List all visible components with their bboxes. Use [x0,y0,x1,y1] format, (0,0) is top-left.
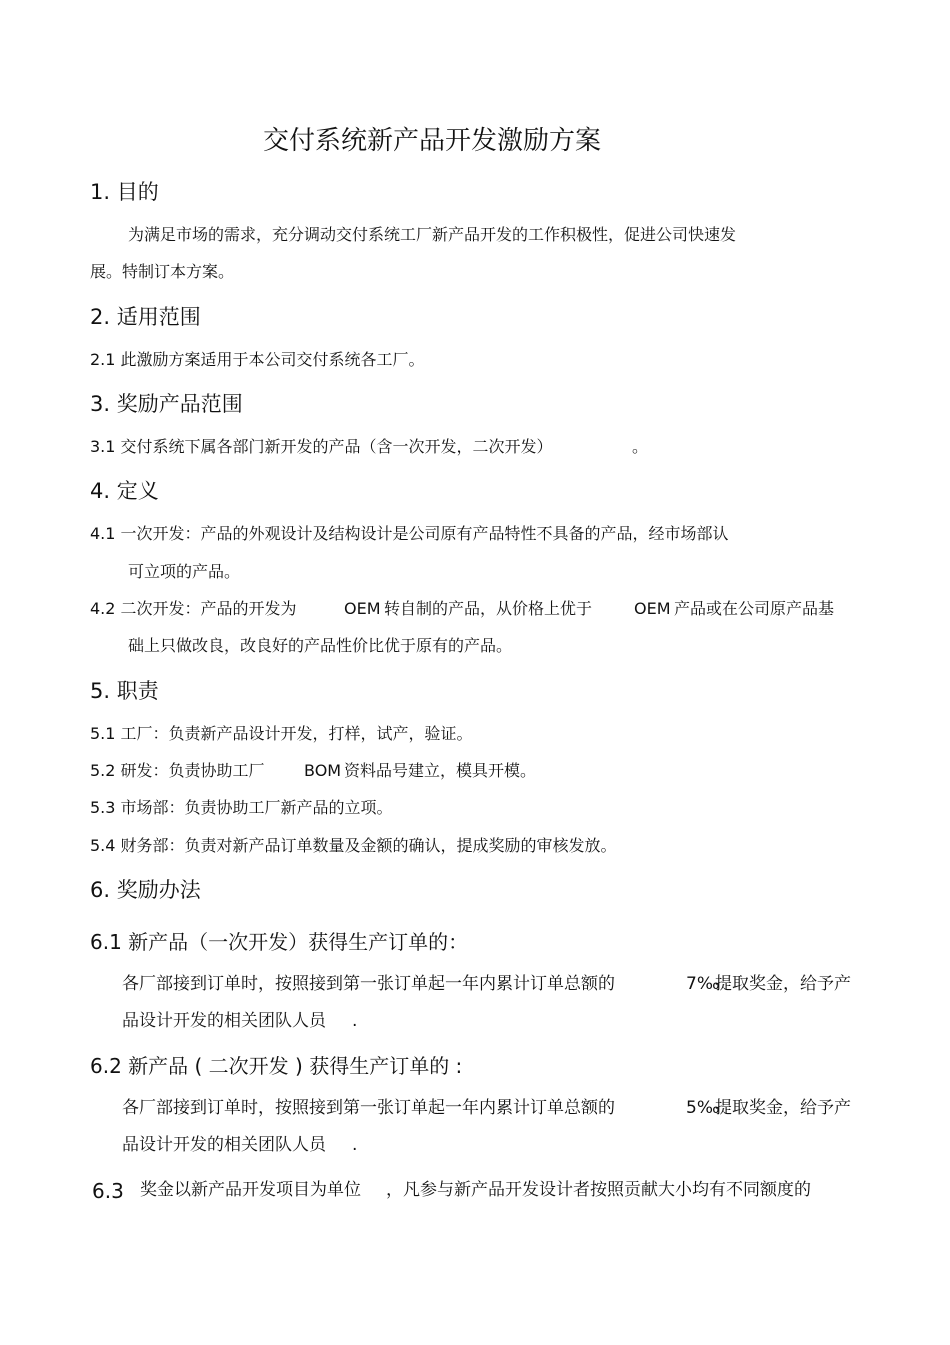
reward-6-2-line1-part1: 各厂部接到订单时，按照接到第一张订单起一年内累计订单总额的 [122,1098,615,1118]
reward-subheading-6-1: 6.1 新产品（一次开发）获得生产订单的： [90,930,469,954]
reward-6-2-line1-part2: 提取奖金，给予产 [715,1098,851,1118]
reward-6-1-rate: 7‰ [686,974,720,994]
reward-scope-item-3-1: 3.1 交付系统下属各部门新开发的产品（含一次开发，二次开发） [90,437,553,456]
reward-6-2-rate: 5‰ [686,1098,720,1118]
definition-item-4-2-oem1: OEM [344,599,381,618]
responsibility-item-5-2-part2: 资料品号建立，模具开模。 [344,761,537,780]
definition-item-4-2-oem2: OEM [634,599,671,618]
responsibility-item-5-1: 5.1 工厂：负责新产品设计开发，打样，试产，验证。 [90,724,473,743]
reward-subheading-6-2: 6.2 新产品 ( 二次开发 ) 获得生产订单的 : [90,1054,463,1078]
definition-item-4-1-line1: 4.1 一次开发：产品的外观设计及结构设计是公司原有产品特性不具备的产品，经市场部认 [90,524,729,543]
definition-item-4-2-part2: 转自制的产品，从价格上优于 [384,599,593,618]
reward-6-1-line1-part1: 各厂部接到订单时，按照接到第一张订单起一年内累计订单总额的 [122,974,615,994]
responsibility-item-5-4: 5.4 财务部：负责对新产品订单数量及金额的确认，提成奖励的审核发放。 [90,836,617,855]
responsibility-item-5-2-part1: 5.2 研发：负责协助工厂 [90,761,265,780]
definition-item-4-2-line2: 础上只做改良，改良好的产品性价比优于原有的产品。 [128,636,513,655]
document-title: 交付系统新产品开发激励方案 [263,126,602,156]
reward-6-3-part2: ，凡参与新产品开发设计者按照贡献大小均有不同额度的 [386,1180,811,1200]
section-heading-definition: 4. 定义 [90,479,159,503]
definition-item-4-2-part3: 产品或在公司原产品基 [674,599,835,618]
reward-6-3-part1: 奖金以新产品开发项目为单位 [140,1180,361,1200]
reward-scope-item-3-1-end: 。 [632,437,649,456]
definition-item-4-1-line2: 可立项的产品。 [128,562,241,581]
definition-item-4-2-part1: 4.2 二次开发：产品的开发为 [90,599,297,618]
section-heading-purpose: 1. 目的 [90,180,159,204]
reward-6-1-line1-part2: 提取奖金，给予产 [715,974,851,994]
scope-item-2-1: 2.1 此激励方案适用于本公司交付系统各工厂。 [90,350,425,369]
reward-6-1-line2-period: . [352,1011,358,1031]
reward-6-2-line2-period: . [352,1135,358,1155]
purpose-paragraph-line1: 为满足市场的需求，充分调动交付系统工厂新产品开发的工作积极性，促进公司快速发 [128,225,737,244]
reward-6-1-line2: 品设计开发的相关团队人员 [122,1011,326,1031]
reward-6-2-line2: 品设计开发的相关团队人员 [122,1135,326,1155]
reward-subheading-6-3-number: 6.3 [92,1179,124,1203]
purpose-paragraph-line2: 展。特制订本方案。 [90,262,235,281]
responsibility-item-5-2-bom: BOM [304,761,342,780]
responsibility-item-5-3: 5.3 市场部：负责协助工厂新产品的立项。 [90,798,393,817]
section-heading-responsibilities: 5. 职责 [90,679,159,703]
section-heading-reward-scope: 3. 奖励产品范围 [90,392,243,416]
section-heading-scope: 2. 适用范围 [90,305,201,329]
section-heading-reward-method: 6. 奖励办法 [90,878,201,902]
